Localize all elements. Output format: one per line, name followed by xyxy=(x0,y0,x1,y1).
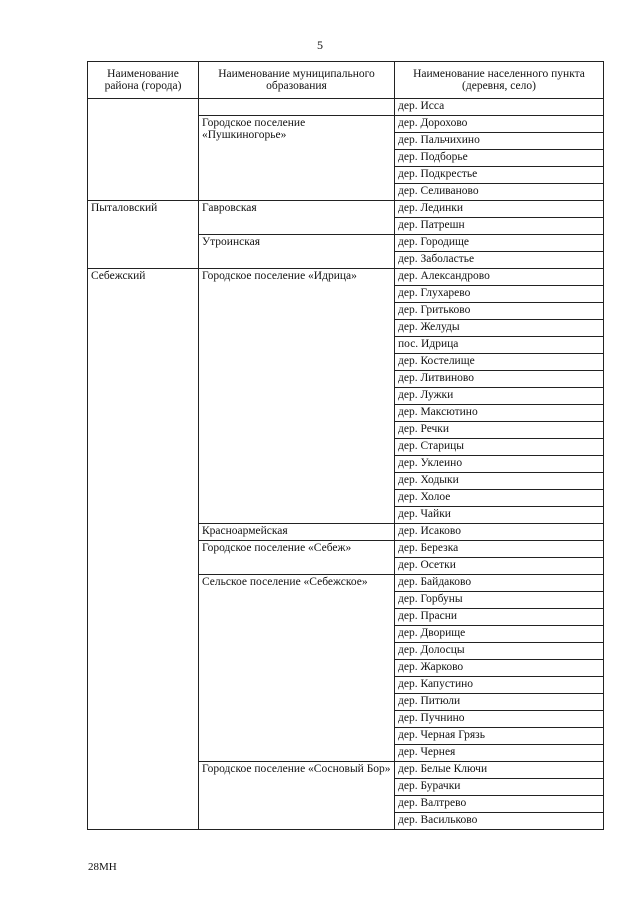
locality-cell: дер. Лединки xyxy=(395,201,604,218)
header-municipality: Наименование муниципального образования xyxy=(199,62,395,99)
locality-cell: дер. Желуды xyxy=(395,320,604,337)
locality-cell: дер. Дорохово xyxy=(395,116,604,133)
table-row xyxy=(88,269,604,286)
locality-cell: дер. Дворище xyxy=(395,626,604,643)
settlements-table xyxy=(87,61,604,830)
locality-cell: дер. Литвиново xyxy=(395,371,604,388)
locality-cell: дер. Городище xyxy=(395,235,604,252)
municipality-cell xyxy=(199,99,395,116)
locality-cell: дер. Уклеино xyxy=(395,456,604,473)
municipality-cell: Сельское поселение «Себежское» xyxy=(199,575,395,762)
locality-cell: дер. Исаково xyxy=(395,524,604,541)
header-district: Наименование района (города) xyxy=(88,62,199,99)
district-cell: Пыталовский xyxy=(88,201,199,269)
locality-cell: дер. Прасни xyxy=(395,609,604,626)
page-number: 5 xyxy=(317,38,323,52)
locality-cell: дер. Черная Грязь xyxy=(395,728,604,745)
locality-cell: дер. Максютино xyxy=(395,405,604,422)
locality-cell: дер. Старицы xyxy=(395,439,604,456)
locality-cell: дер. Жарково xyxy=(395,660,604,677)
district-cell: Себежский xyxy=(88,269,199,830)
locality-cell: дер. Речки xyxy=(395,422,604,439)
locality-cell: дер. Гритьково xyxy=(395,303,604,320)
locality-cell: дер. Васильково xyxy=(395,813,604,830)
locality-cell: дер. Исса xyxy=(395,99,604,116)
locality-cell: дер. Березка xyxy=(395,541,604,558)
locality-cell: дер. Долосцы xyxy=(395,643,604,660)
locality-cell: дер. Осетки xyxy=(395,558,604,575)
locality-cell: дер. Заболастье xyxy=(395,252,604,269)
locality-cell: дер. Лужки xyxy=(395,388,604,405)
footer-code: 28МН xyxy=(88,861,117,873)
locality-cell: дер. Белые Ключи xyxy=(395,762,604,779)
municipality-cell: Городское поселение «Себеж» xyxy=(199,541,395,575)
locality-cell: дер. Подкрестье xyxy=(395,167,604,184)
locality-cell: дер. Александрово xyxy=(395,269,604,286)
locality-cell: дер. Горбуны xyxy=(395,592,604,609)
locality-cell: дер. Патрешн xyxy=(395,218,604,235)
locality-cell: дер. Чернея xyxy=(395,745,604,762)
locality-cell: дер. Питюли xyxy=(395,694,604,711)
locality-cell: дер. Ходыки xyxy=(395,473,604,490)
locality-cell: дер. Глухарево xyxy=(395,286,604,303)
locality-cell: дер. Валтрево xyxy=(395,796,604,813)
municipality-cell: Гавровская xyxy=(199,201,395,235)
municipality-cell: Городское поселение «Сосновый Бор» xyxy=(199,762,395,830)
municipality-cell: Городское поселение «Пушкиногорье» xyxy=(199,116,395,201)
locality-cell: дер. Байдаково xyxy=(395,575,604,592)
locality-cell: дер. Селиваново xyxy=(395,184,604,201)
municipality-cell: Красноармейская xyxy=(199,524,395,541)
table-row xyxy=(88,201,604,218)
locality-cell: дер. Капустино xyxy=(395,677,604,694)
table-row xyxy=(88,99,604,116)
locality-cell: дер. Пучнино xyxy=(395,711,604,728)
locality-cell: дер. Костелище xyxy=(395,354,604,371)
locality-cell: дер. Пальчихино xyxy=(395,133,604,150)
district-cell xyxy=(88,99,199,201)
municipality-cell: Городское поселение «Идрица» xyxy=(199,269,395,524)
locality-cell: пос. Идрица xyxy=(395,337,604,354)
locality-cell: дер. Холое xyxy=(395,490,604,507)
table-body xyxy=(88,99,604,830)
locality-cell: дер. Подборье xyxy=(395,150,604,167)
municipality-cell: Утроинская xyxy=(199,235,395,269)
locality-cell: дер. Чайки xyxy=(395,507,604,524)
header-locality: Наименование населенного пункта (деревня, село) xyxy=(395,62,604,99)
locality-cell: дер. Бурачки xyxy=(395,779,604,796)
table-header-row xyxy=(88,62,604,99)
